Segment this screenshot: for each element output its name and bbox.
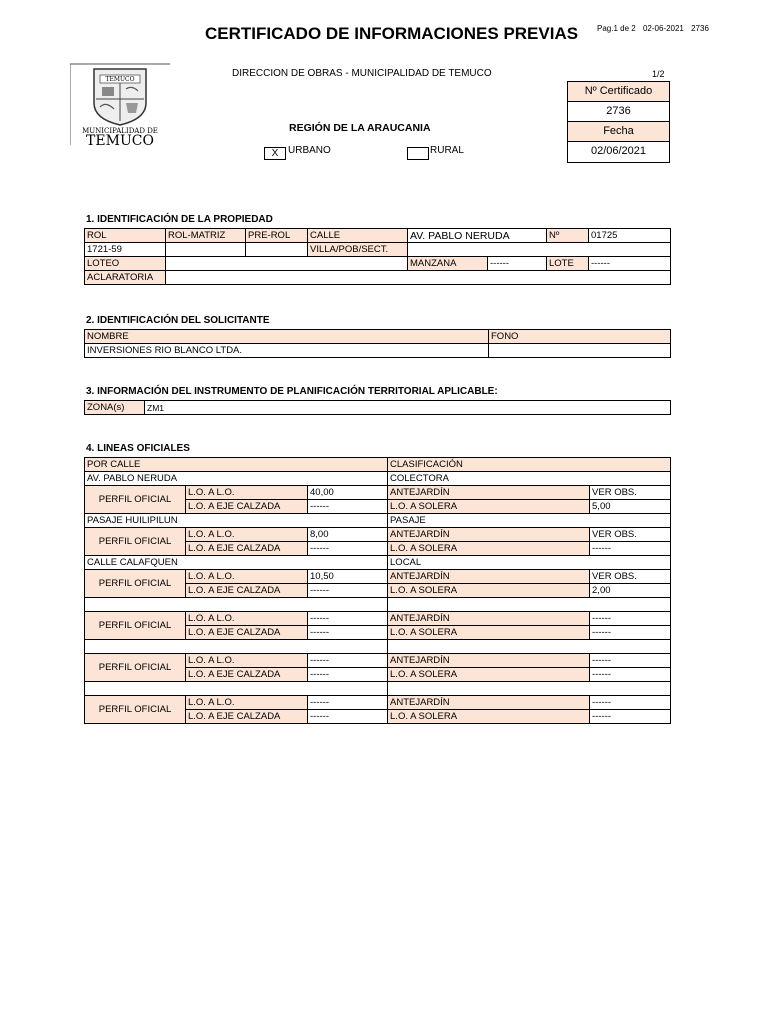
lo-eje-label: L.O. A EJE CALZADA — [186, 710, 308, 724]
calle-value: AV. PABLO NERUDA — [408, 229, 547, 243]
aclaratoria-label: ACLARATORIA — [85, 271, 166, 285]
perfil-oficial-label: PERFIL OFICIAL — [85, 486, 186, 514]
perfil-oficial-label: PERFIL OFICIAL — [85, 612, 186, 640]
antejardin-label: ANTEJARDÍN — [388, 654, 590, 668]
antejardin-label: ANTEJARDÍN — [388, 486, 590, 500]
perfil-oficial-label: PERFIL OFICIAL — [85, 528, 186, 556]
lo-eje-label: L.O. A EJE CALZADA — [186, 584, 308, 598]
lo-solera-value: ------ — [590, 668, 671, 682]
por-calle-label: POR CALLE — [85, 458, 388, 472]
antejardin-value: ------ — [590, 696, 671, 710]
villa-value — [408, 243, 671, 257]
fono-label: FONO — [489, 330, 671, 344]
zone-table — [84, 400, 671, 415]
lo-solera-value: ------ — [590, 710, 671, 724]
applicant-table — [84, 329, 671, 358]
certificate-date-label: Fecha — [568, 122, 669, 142]
street-name: PASAJE HUILIPILUN — [85, 514, 388, 528]
street-classification: COLECTORA — [388, 472, 671, 486]
lo-solera-label: L.O. A SOLERA — [388, 710, 590, 724]
lo-solera-label: L.O. A SOLERA — [388, 668, 590, 682]
street-name: CALLE CALAFQUEN — [85, 556, 388, 570]
loteo-label: LOTEO — [85, 257, 166, 271]
perfil-oficial-label: PERFIL OFICIAL — [85, 570, 186, 598]
logo-top-text: TEMUCO — [105, 76, 135, 83]
perfil-oficial-label: PERFIL OFICIAL — [85, 654, 186, 682]
lo-eje-label: L.O. A EJE CALZADA — [186, 542, 308, 556]
lo-lo-label: L.O. A L.O. — [186, 528, 308, 542]
lote-value: ------ — [589, 257, 671, 271]
lo-lo-value: 8,00 — [308, 528, 388, 542]
zona-label: ZONA(s) — [85, 401, 145, 415]
zona-value: ZM1 — [145, 401, 671, 415]
lo-lo-label: L.O. A L.O. — [186, 654, 308, 668]
lo-solera-value: 5,00 — [590, 500, 671, 514]
lo-lo-value: 10,50 — [308, 570, 388, 584]
rol-matriz-label: ROL-MATRIZ — [166, 229, 246, 243]
certificate-number: 2736 — [568, 102, 669, 122]
antejardin-label: ANTEJARDÍN — [388, 528, 590, 542]
page-date: 02-06-2021 — [642, 24, 684, 33]
page-number: 2736 — [691, 24, 709, 33]
fono-value — [489, 344, 671, 358]
antejardin-label: ANTEJARDÍN — [388, 612, 590, 626]
lo-solera-label: L.O. A SOLERA — [388, 584, 590, 598]
perfil-oficial-label: PERFIL OFICIAL — [85, 696, 186, 724]
certificate-number-label: Nº Certificado — [568, 82, 669, 102]
page-info: Pag.1 de 2 — [597, 24, 636, 33]
street-classification — [388, 682, 671, 696]
numero-value: 01725 — [589, 229, 671, 243]
calle-label: CALLE — [308, 229, 408, 243]
street-name: AV. PABLO NERUDA — [85, 472, 388, 486]
street-classification — [388, 598, 671, 612]
clasificacion-label: CLASIFICACIÓN — [388, 458, 671, 472]
street-classification: LOCAL — [388, 556, 671, 570]
lo-eje-value: ------ — [308, 668, 388, 682]
rol-label: ROL — [85, 229, 166, 243]
section2-title: 2. IDENTIFICACIÓN DEL SOLICITANTE — [86, 315, 270, 326]
logo-name: TEMUCO — [86, 133, 154, 147]
lo-solera-value: ------ — [590, 542, 671, 556]
document-title: CERTIFICADO DE INFORMACIONES PREVIAS — [205, 24, 579, 43]
municipal-logo — [70, 63, 172, 147]
manzana-value: ------ — [488, 257, 547, 271]
urbano-checkbox[interactable]: X — [264, 147, 286, 160]
nombre-value: INVERSIONES RIO BLANCO LTDA. — [85, 344, 489, 358]
street-name — [85, 682, 388, 696]
pre-rol-value — [246, 243, 308, 257]
section4-title: 4. LINEAS OFICIALES — [86, 443, 190, 454]
street-name — [85, 640, 388, 654]
direction-text: DIRECCION DE OBRAS - MUNICIPALIDAD DE TEMUCO — [232, 68, 492, 79]
official-lines-table — [84, 457, 671, 724]
lo-lo-value: ------ — [308, 696, 388, 710]
lo-solera-value: ------ — [590, 626, 671, 640]
pre-rol-label: PRE-ROL — [246, 229, 308, 243]
lo-eje-value: ------ — [308, 710, 388, 724]
property-table — [84, 228, 671, 285]
antejardin-value: ------ — [590, 612, 671, 626]
aclaratoria-value — [166, 271, 671, 285]
lo-lo-value: 40,00 — [308, 486, 388, 500]
section3-title: 3. INFORMACIÓN DEL INSTRUMENTO DE PLANIFICACIÓN TERRITORIAL APLICABLE: — [86, 386, 498, 397]
region-text: REGIÓN DE LA ARAUCANIA — [289, 122, 431, 134]
street-name — [85, 598, 388, 612]
antejardin-value: VER OBS. — [590, 528, 671, 542]
lo-solera-label: L.O. A SOLERA — [388, 626, 590, 640]
nombre-label: NOMBRE — [85, 330, 489, 344]
rol-matriz-value — [166, 243, 246, 257]
antejardin-value: ------ — [590, 654, 671, 668]
antejardin-label: ANTEJARDÍN — [388, 696, 590, 710]
loteo-value — [166, 257, 408, 271]
page-meta — [597, 24, 714, 33]
villa-label: VILLA/POB/SECT. — [308, 243, 408, 257]
lo-eje-label: L.O. A EJE CALZADA — [186, 668, 308, 682]
street-classification — [388, 640, 671, 654]
antejardin-value: VER OBS. — [590, 570, 671, 584]
lo-eje-label: L.O. A EJE CALZADA — [186, 500, 308, 514]
lo-eje-value: ------ — [308, 542, 388, 556]
antejardin-label: ANTEJARDÍN — [388, 570, 590, 584]
lo-eje-value: ------ — [308, 500, 388, 514]
lo-lo-label: L.O. A L.O. — [186, 612, 308, 626]
urbano-label: URBANO — [288, 145, 331, 156]
rural-checkbox[interactable] — [407, 147, 429, 160]
lo-eje-value: ------ — [308, 626, 388, 640]
lo-lo-value: ------ — [308, 654, 388, 668]
certificate-box — [567, 81, 670, 163]
manzana-label: MANZANA — [408, 257, 488, 271]
lo-eje-value: ------ — [308, 584, 388, 598]
logo-caption: MUNICIPALIDAD DE — [82, 127, 158, 135]
lo-lo-label: L.O. A L.O. — [186, 696, 308, 710]
lo-lo-label: L.O. A L.O. — [186, 486, 308, 500]
lo-solera-label: L.O. A SOLERA — [388, 500, 590, 514]
certificate-date: 02/06/2021 — [590, 145, 647, 157]
lo-lo-label: L.O. A L.O. — [186, 570, 308, 584]
rural-label: RURAL — [430, 145, 464, 156]
lo-eje-label: L.O. A EJE CALZADA — [186, 626, 308, 640]
lo-solera-value: 2,00 — [590, 584, 671, 598]
rol-value: 1721-59 — [85, 243, 166, 257]
lo-solera-label: L.O. A SOLERA — [388, 542, 590, 556]
page-fraction: 1/2 — [652, 69, 665, 79]
antejardin-value: VER OBS. — [590, 486, 671, 500]
section1-title: 1. IDENTIFICACIÓN DE LA PROPIEDAD — [86, 214, 273, 225]
lo-lo-value: ------ — [308, 612, 388, 626]
street-classification: PASAJE — [388, 514, 671, 528]
numero-label: Nº — [547, 229, 589, 243]
lote-label: LOTE — [547, 257, 589, 271]
